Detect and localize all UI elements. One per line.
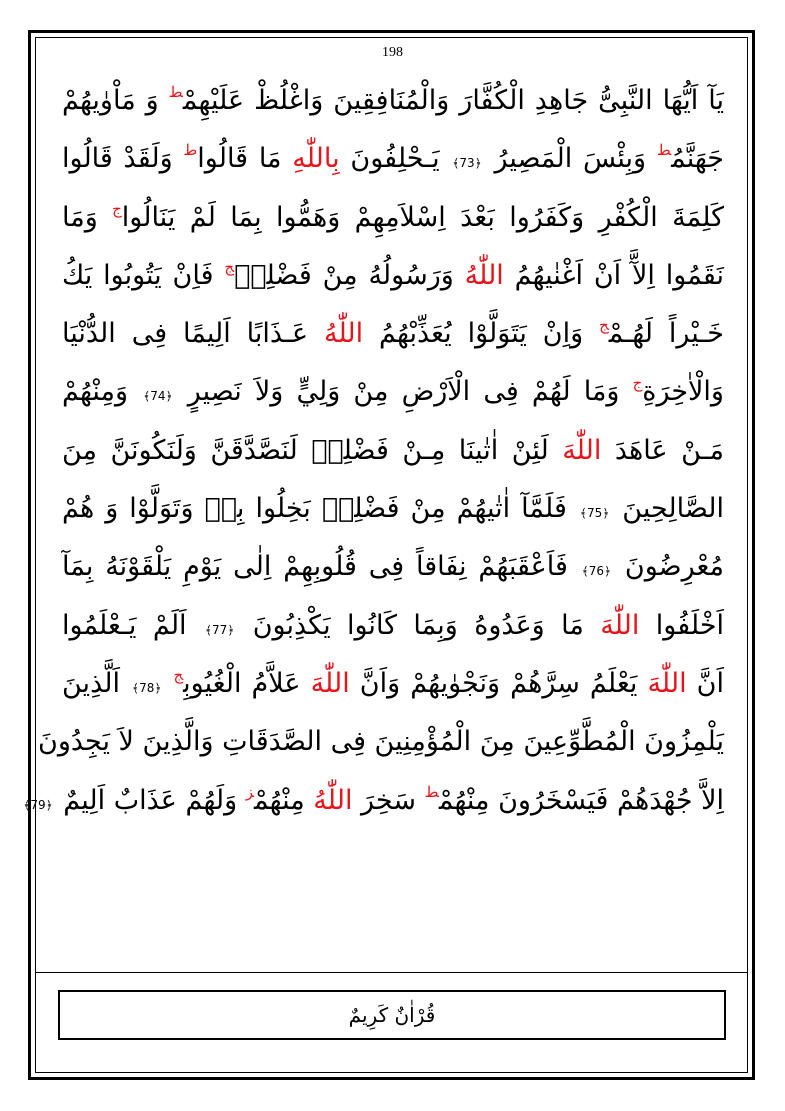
pause-mark: ط [183, 141, 198, 160]
verse-text: وَمِنْهُمْ [62, 376, 142, 408]
verse-line [62, 538, 724, 596]
pause-mark: ج [173, 665, 184, 684]
verse-text: وَاِنْ يَتَوَلَّوْا يُعَذِّبْهُمُ [363, 318, 600, 350]
verse-text: وَرَسُولُهُ مِنْ فَضْلِهٖ [234, 259, 465, 291]
verse-text: خَـيْراً لَهُـمْ [608, 318, 724, 350]
verse-line [23, 772, 724, 830]
divine-name: اللّٰهَ [600, 609, 640, 641]
divine-name: اللّٰهُ [313, 784, 353, 816]
verse-text: مِنْهُمْ [254, 784, 314, 816]
verse-text: مُعْرِضُونَ [613, 551, 724, 583]
verse-text: مَـنْ عَاهَدَ [601, 434, 724, 466]
verse-text: وَبِئْسَ الْمَصِيرُ [483, 143, 657, 175]
verse-line [62, 422, 724, 480]
verse-line [62, 480, 724, 538]
verse-text: وَ مَاْوٰيهُمْ [62, 85, 169, 116]
verse-text: نَقَمُوا اِلآَّ اَنْ اَغْنٰيهُمُ [503, 259, 725, 291]
verse-text: يَآ اَيُّهَا النَّبِىُّ جَاهِدِ الْكُفَّارَ وَالْمُنَافِقِينَ وَاغْلُظْ عَلَيْهِمْ [182, 85, 724, 116]
verse-text: الصَّالِحِينَ [611, 493, 725, 525]
verse-line [62, 189, 724, 247]
ayah-number: ﴿74﴾ [143, 389, 173, 404]
ayah-number: ﴿78﴾ [132, 680, 162, 695]
verse-line [62, 72, 724, 130]
verse-text: فَاِنْ يَتُوبُوا يَكُ [62, 259, 225, 291]
ayah-number: ﴿75﴾ [579, 506, 610, 521]
divine-name: اللّٰهَ [562, 434, 602, 466]
verse-line [62, 247, 724, 305]
verse-text: عَلاَّمُ الْغُيُوبِ [183, 667, 311, 699]
verse-line [62, 305, 724, 363]
verse-text: اَخْلَفُوا [639, 609, 725, 641]
ayah-number: ﴿76﴾ [581, 564, 612, 579]
verse-line [37, 713, 724, 771]
verse-text: سَخِرَ [352, 784, 425, 816]
pause-mark: ط [168, 83, 183, 101]
verse-text: يَـحْلِفُونَ [339, 143, 451, 175]
verse-text: لَئِنْ اٰتٰينَا مِـنْ فَضْلِهٖ لَنَصَّدَّقَنَّ وَلَنَكُونَنَّ مِنَ [62, 434, 563, 466]
footer-divider [35, 972, 748, 973]
verse-text: وَلَهُمْ عَذَابٌ اَلِيمٌ [54, 784, 246, 816]
verse-text: جَهَنَّمُ [671, 143, 724, 175]
verse-text: فَلَمَّآ اٰتٰيهُمْ مِنْ فَضْلِهٖ بَخِلُوا بِهٖ وَتَوَلَّوْا وَ هُمْ [62, 493, 578, 525]
ayah-number: ﴿73﴾ [452, 156, 482, 171]
divine-name: اللّٰهَ [647, 667, 687, 699]
pause-mark: ج [112, 199, 122, 218]
verse-text: اِلاَّ جُهْدَهُمْ فَيَسْخَرُونَ مِنْهُمْ [438, 784, 724, 816]
verse-text: كَلِمَةَ الْكُفْرِ وَكَفَرُوا بَعْدَ اِسْلاَمِهِمْ وَهَمُّوا بِمَا لَمْ يَنَالُوا [121, 201, 724, 233]
verse-text: يَعْلَمُ سِرَّهُمْ وَنَجْوٰيهُمْ وَاَنَّ [349, 667, 648, 699]
verse-text: يَلْمِزُونَ الْمُطَّوِّعِينَ مِنَ الْمُؤْمِنِينَ فِى الصَّدَقَاتِ وَالَّذِينَ لاَ يَجِدُونَ [37, 726, 724, 758]
verse-text: اَنَّ [686, 667, 724, 699]
verse-text: وَلَقَدْ قَالُوا [62, 143, 184, 175]
divine-name: اللّٰهَ [310, 667, 350, 699]
pause-mark: ج [632, 374, 643, 393]
verse-text: عَـذَابًا اَلِيمًا فِى الدُّنْيَا [62, 318, 324, 350]
verse-text [163, 668, 173, 699]
verse-text: وَمَا لَهُمْ فِى الْاَرْضِ مِنْ وَلِيٍّ وَلاَ نَصِيرٍ [174, 376, 633, 408]
verse-line [62, 363, 724, 421]
verse-text: وَمَا [62, 201, 113, 233]
verse-text: اَلَّذِينَ [62, 667, 131, 699]
pause-mark: ط [656, 141, 672, 160]
pause-mark: ز [245, 782, 255, 801]
verse-text: مَا قَالُوا [197, 143, 293, 175]
ayah-number: ﴿79﴾ [23, 797, 53, 812]
divine-name: بِاللّٰهِ [292, 143, 340, 175]
verse-text: اَلَمْ يَـعْلَمُوا [62, 609, 203, 641]
verse-line [62, 597, 724, 655]
pause-mark: ج [599, 316, 609, 335]
ayah-number: ﴿77﴾ [204, 622, 235, 637]
footer-title: قُرْاٰنٌ كَرِيمٌ [58, 990, 726, 1040]
quran-text-body [23, 72, 725, 830]
verse-line [62, 130, 724, 188]
verse-text: وَالْاٰخِرَةِ [642, 376, 724, 408]
verse-text: مَا وَعَدُوهُ وَبِمَا كَانُوا يَكْذِبُونَ [236, 609, 601, 641]
page-number: 198 [382, 45, 403, 60]
pause-mark: ط [424, 782, 439, 801]
divine-name: اللّٰهُ [323, 318, 364, 350]
divine-name: اللّٰهُ [464, 259, 504, 291]
verse-text: فَاَعْقَبَهُمْ نِفَاقاً فِى قُلُوبِهِمْ اِلٰى يَوْمِ يَلْقَوْنَهُ بِمَآ [62, 551, 580, 583]
pause-mark: ج [224, 257, 235, 276]
verse-line [62, 655, 724, 713]
